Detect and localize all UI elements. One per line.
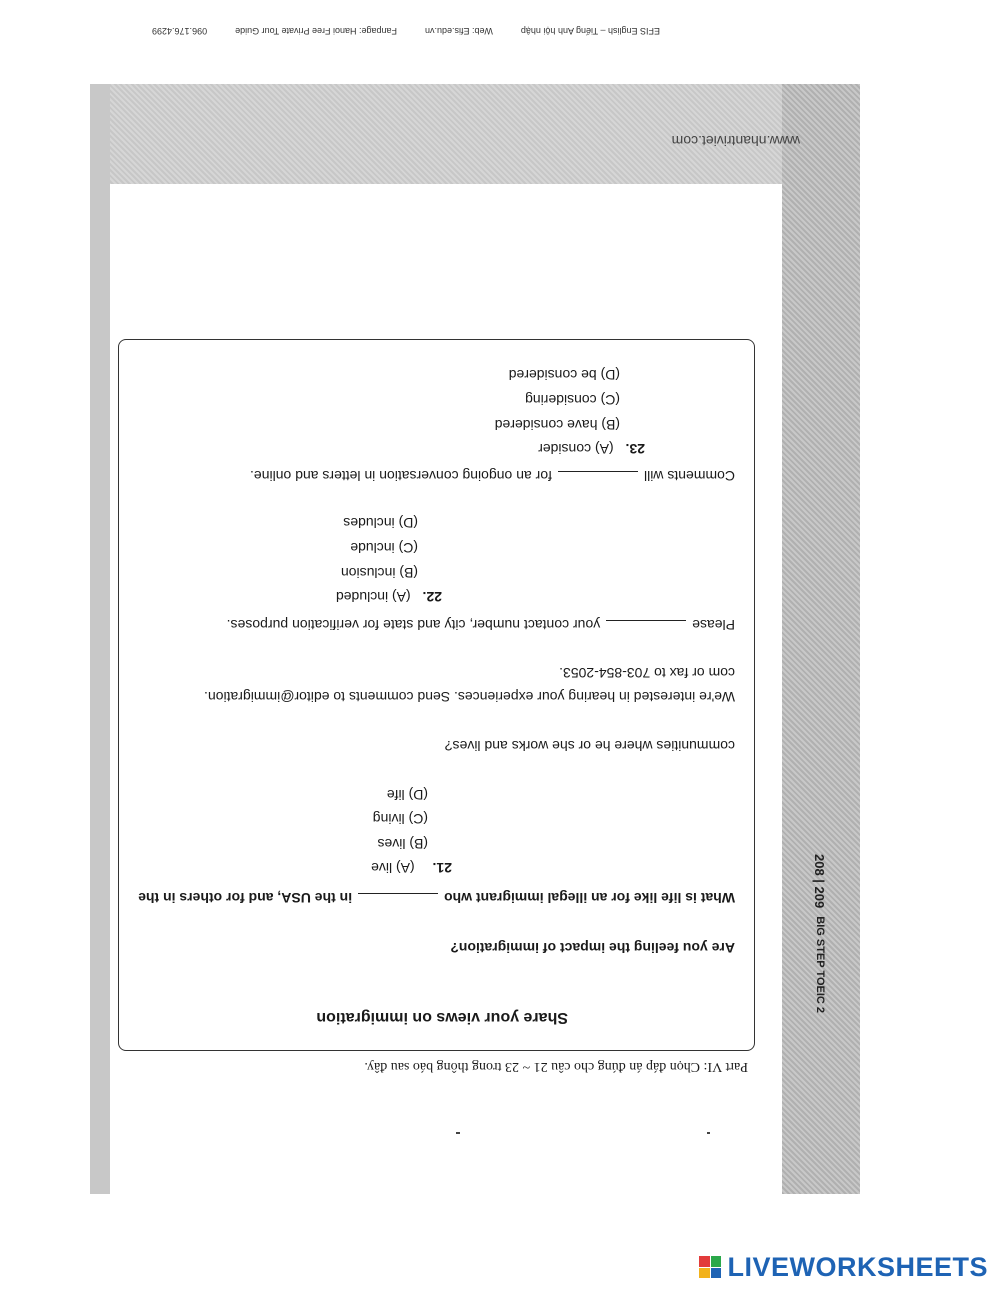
- lead-question: Are you feeling the impact of immigration?: [450, 940, 735, 956]
- q21-option-d[interactable]: (D) life: [386, 787, 428, 803]
- q21-option-a-row: [371, 860, 452, 876]
- q21-option-b[interactable]: (B) lives: [377, 836, 428, 852]
- header-phone: 096.176.4299: [152, 26, 208, 36]
- q23-blank[interactable]: [558, 471, 638, 484]
- q21-continuation: communities where he or she works and lives?: [444, 738, 735, 754]
- q22-sentence: Pleaseyour contact number, city and state for verification purposes.: [226, 617, 735, 633]
- q23-option-a[interactable]: (A) consider: [538, 441, 614, 457]
- q22-option-a[interactable]: (A) included: [335, 589, 411, 605]
- header-brand: EFIS English – Tiếng Anh hội nhập: [520, 26, 660, 36]
- paragraph-line-1: We're interested in hearing your experiences. Send comments to editor@immigration.: [204, 689, 735, 705]
- efis-header: [100, 22, 660, 36]
- q21-blank[interactable]: [358, 893, 438, 906]
- q22-option-a-row: [336, 589, 442, 605]
- q23-option-d[interactable]: (D) be considered: [508, 367, 620, 383]
- q22-number: 22.: [422, 589, 442, 605]
- site-url: www.nhantriviet.com: [671, 133, 800, 149]
- part-instruction: Part VI: Chọn đáp án đúng cho câu 21 ~ 23 trong thông báo sau đây.: [364, 1059, 748, 1074]
- q21-number: 21.: [432, 860, 452, 876]
- q23-option-a-row: [538, 441, 645, 457]
- box-title: Share your views on immigration: [316, 1009, 568, 1026]
- book-spine: [800, 854, 840, 1114]
- spine-title: BIG STEP TOEIC 2: [814, 916, 826, 1014]
- paragraph-line-2: com or fax to 703-854-2053.: [559, 665, 735, 681]
- q21-option-c[interactable]: (C) living: [372, 811, 428, 827]
- q22-option-b[interactable]: (B) inclusion: [340, 565, 418, 581]
- scan-speck: [707, 1132, 710, 1134]
- q21-option-a[interactable]: (A) live: [371, 860, 415, 876]
- header-web: Web: Efis.edu.vn: [425, 26, 493, 36]
- q21-sentence: What is life like for an illegal immigrant whoin the USA, and for others in the: [138, 890, 735, 906]
- liveworksheets-logo-text: LIVEWORKSHEETS: [727, 1251, 988, 1282]
- spine-pages: 208 | 209: [812, 854, 828, 909]
- page-shadow-right: [90, 84, 110, 1194]
- q23-sentence: Comments willfor an ongoing conversation in letters and online.: [250, 468, 735, 484]
- logo-square: [711, 1268, 722, 1279]
- header-fanpage: Fanpage: Hanoi Free Private Tour Guide: [235, 26, 398, 36]
- q22-option-d[interactable]: (D) includes: [343, 515, 418, 531]
- q22-option-c[interactable]: (C) include: [350, 540, 418, 556]
- logo-square: [711, 1256, 722, 1267]
- scan-speck: [456, 1132, 460, 1134]
- logo-square: [699, 1268, 710, 1279]
- q23-option-c[interactable]: (C) considering: [525, 392, 620, 408]
- q23-number: 23.: [625, 441, 645, 457]
- liveworksheets-logo-icon: [699, 1256, 721, 1278]
- logo-square: [699, 1256, 710, 1267]
- q23-option-b[interactable]: (B) have considered: [494, 417, 620, 433]
- q22-blank[interactable]: [606, 620, 686, 633]
- liveworksheets-logo: [699, 1252, 988, 1282]
